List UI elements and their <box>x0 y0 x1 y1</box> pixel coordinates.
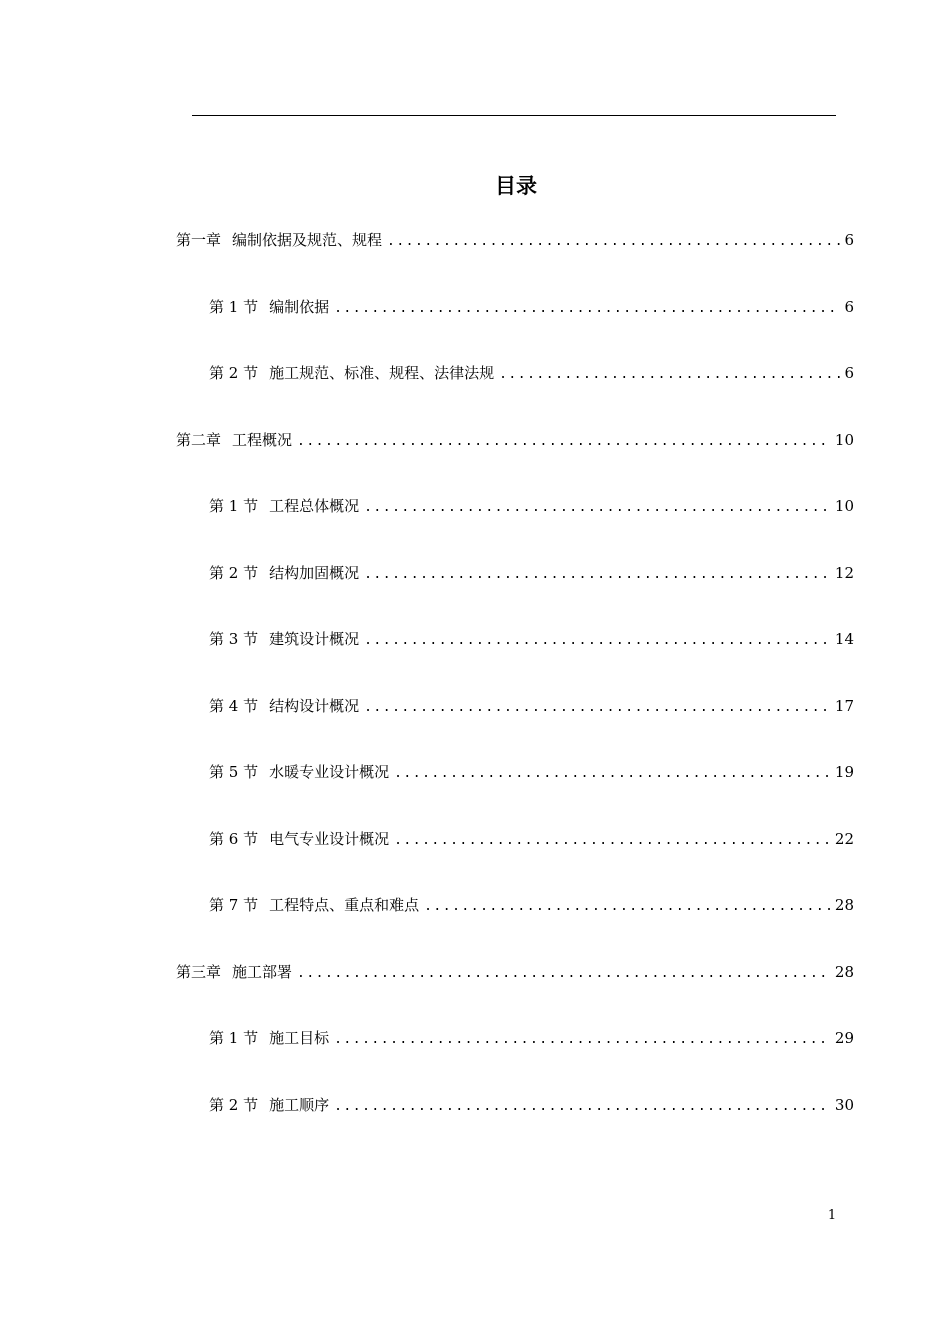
toc-dot-leader <box>424 893 831 921</box>
toc-entry[interactable] <box>176 958 854 1025</box>
toc-entry-page: 14 <box>834 630 854 648</box>
toc-entry-page: 6 <box>844 297 854 316</box>
toc-entry-number: 第 3 节 <box>209 630 259 648</box>
toc-entry[interactable] <box>176 559 854 626</box>
toc-entry-title: 施工目标 <box>269 1029 330 1047</box>
toc-entry[interactable] <box>176 692 854 759</box>
toc-entry-title: 编制依据 <box>269 297 330 316</box>
page-number: 1 <box>827 1208 837 1223</box>
toc-entry-page: 28 <box>834 896 854 914</box>
toc-entry-title: 工程概况 <box>232 430 293 449</box>
toc-entry-number: 第 5 节 <box>209 763 259 781</box>
header-rule <box>192 115 836 116</box>
toc-entry[interactable] <box>176 825 854 892</box>
toc-dot-leader <box>297 428 831 456</box>
toc-dot-leader <box>394 827 831 855</box>
toc-entry-page: 6 <box>844 364 854 382</box>
toc-dot-leader <box>334 1093 831 1121</box>
toc-dot-leader <box>364 627 831 655</box>
toc-dot-leader <box>334 295 840 323</box>
toc-entry-title: 施工顺序 <box>269 1095 330 1114</box>
toc-entry-number: 第 1 节 <box>209 297 259 316</box>
toc-entry[interactable] <box>176 426 854 493</box>
toc-entry[interactable] <box>176 226 854 293</box>
toc-entry-number: 第 4 节 <box>209 696 259 715</box>
toc-entry[interactable] <box>176 625 854 692</box>
toc-entry[interactable] <box>176 492 854 559</box>
toc-entry[interactable] <box>176 758 854 825</box>
toc-dot-leader <box>387 228 840 256</box>
toc-dot-leader <box>334 1026 831 1054</box>
toc-dot-leader <box>364 561 831 589</box>
toc-entry-title: 施工部署 <box>232 962 293 981</box>
toc-entry-title: 水暖专业设计概况 <box>269 763 390 781</box>
toc-entry-number: 第 1 节 <box>209 497 259 515</box>
toc-entry-page: 12 <box>834 563 854 582</box>
toc-title: 目录 <box>495 174 537 199</box>
toc-entry-title: 工程特点、重点和难点 <box>269 896 420 914</box>
toc-entry-title: 施工规范、标准、规程、法律法规 <box>269 364 495 382</box>
toc-entry-number: 第 6 节 <box>209 829 259 848</box>
toc-entry[interactable] <box>176 293 854 360</box>
toc-dot-leader <box>364 694 831 722</box>
toc-entry[interactable] <box>176 1091 854 1158</box>
toc-entry-page: 29 <box>834 1029 854 1047</box>
toc-dot-leader <box>394 760 831 788</box>
toc-entry-number: 第 2 节 <box>209 1095 259 1114</box>
toc-entry-page: 19 <box>834 763 854 781</box>
table-of-contents <box>176 226 854 1157</box>
toc-entry-number: 第 2 节 <box>209 563 259 582</box>
toc-dot-leader <box>499 361 840 389</box>
toc-entry-title: 结构加固概况 <box>269 563 360 582</box>
toc-entry-title: 工程总体概况 <box>269 497 360 515</box>
toc-entry-number: 第 1 节 <box>209 1029 259 1047</box>
toc-dot-leader <box>364 494 831 522</box>
toc-entry-page: 10 <box>834 497 854 515</box>
toc-entry-number: 第三章 <box>176 962 222 981</box>
toc-entry-page: 30 <box>834 1095 854 1114</box>
toc-entry[interactable] <box>176 891 854 958</box>
toc-entry-title: 结构设计概况 <box>269 696 360 715</box>
toc-entry-number: 第 7 节 <box>209 896 259 914</box>
toc-entry-title: 建筑设计概况 <box>269 630 360 648</box>
toc-entry[interactable] <box>176 1024 854 1091</box>
toc-entry-number: 第一章 <box>176 231 222 249</box>
toc-entry-number: 第 2 节 <box>209 364 259 382</box>
toc-entry-title: 电气专业设计概况 <box>269 829 390 848</box>
toc-dot-leader <box>297 960 831 988</box>
toc-entry-page: 6 <box>844 231 854 249</box>
toc-entry-title: 编制依据及规范、规程 <box>232 231 383 249</box>
toc-entry[interactable] <box>176 359 854 426</box>
toc-entry-page: 22 <box>834 829 854 848</box>
toc-entry-number: 第二章 <box>176 430 222 449</box>
toc-entry-page: 28 <box>834 962 854 981</box>
toc-entry-page: 17 <box>834 696 854 715</box>
toc-entry-page: 10 <box>834 430 854 449</box>
